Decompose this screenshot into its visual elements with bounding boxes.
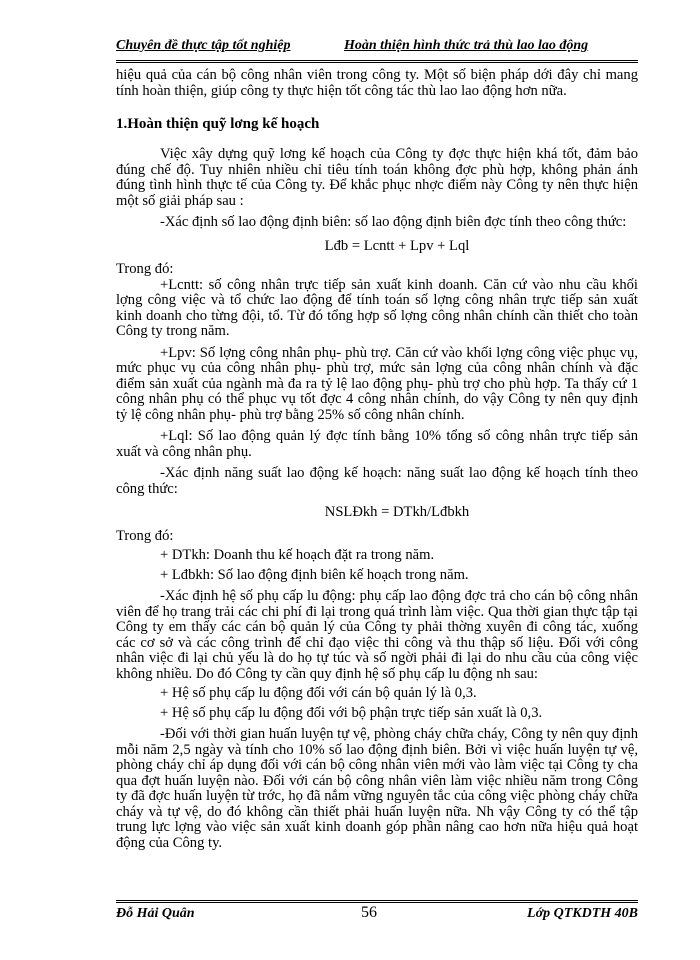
formula: Lđb = Lcntt + Lpv + Lql: [324, 237, 470, 254]
list-item: + Hệ số phụ cấp lu động đối với cán bộ quản lý là 0,3.: [160, 685, 477, 701]
list-item: + Lđbkh: Số lao động định biên kế hoạch trong năm.: [160, 566, 469, 583]
paragraph: -Xác định hệ số phụ cấp lu động: phụ cấp lao động đợc trả cho cán bộ công nhân viên để họ trang trải các chi phí đi lại trong quá trình làm việc. Qua thời gian thực tập tại Công ty em thấy các cán bộ quản lý của Công ty phải thờng xuyên đi công tác, xuống các cơ sở và các công trình để chỉ đạo việc thi công và thu thập số liệu. Đối với công nhân việc đi lại chủ yếu là do họ tự túc và số ngời phải đi lại do nhu cầu của công việc không nhiều. Do đó Công ty cần quy định hệ số phụ cấp lu động nh sau:: [116, 588, 638, 682]
paragraph: Việc xây dựng quỹ lơng kế hoạch của Công ty đợc thực hiện khá tốt, đảm bảo đúng chế độ. Tuy nhiên nhiều chỉ tiêu tính toán không đợc phù hợp, không phản ánh đúng tình hình thực tế của Công ty. Để khắc phục nhợc điểm này Công ty nên thực hiện một số giải pháp sau :: [116, 146, 638, 209]
page-number: 56: [361, 904, 377, 921]
footer-class: Lớp QTKDTH 40B: [527, 906, 638, 921]
paragraph: +Lcntt: số công nhân trực tiếp sản xuất kinh doanh. Căn cứ vào nhu cầu khối lợng công việc và tổ chức lao động để tính toán số lợng công nhân trực tiếp sản xuất kinh doanh cho từng đội, tổ. Từ đó tổng hợp số lợng công nhân chính cần thiết cho toàn Công ty trong năm.: [116, 276, 638, 339]
trong-do-label: Trong đó:: [116, 261, 174, 277]
section-heading: 1.Hoàn thiện quỹ lơng kế hoạch: [116, 116, 320, 132]
header-rule: [116, 60, 638, 63]
page-header: [116, 38, 638, 60]
trong-do-label: Trong đó:: [116, 527, 174, 544]
footer-author: Đỗ Hải Quân: [116, 906, 195, 921]
list-item: + DTkh: Doanh thu kế hoạch đặt ra trong năm.: [160, 547, 435, 563]
paragraph: +Lpv: Số lợng công nhân phụ- phù trợ. Căn cứ vào khối lợng công việc phục vụ, mức phục vụ của công nhân phụ- phù trợ, mức sản lợng của công nhân chính và đặc điểm sản xuất của ngành mà đa ra tỷ lệ lao động phụ- phù trợ cho phù hợp. Ta thấy cứ 1 công nhân phụ có thể phục vụ tốt đợc 4 công nhân chính, do vậy Công ty nên quy định tỷ lệ công nhân phụ- phù trợ bằng 25% số công nhân chính.: [116, 344, 638, 423]
header-title-left: Chuyên đề thực tập tốt nghiệp: [116, 38, 291, 53]
page-footer: [116, 906, 638, 930]
paragraph: +Lql: Số lao động quản lý đợc tính bằng 10% tổng số công nhân trực tiếp sản xuất và công nhân phụ.: [116, 428, 638, 460]
formula: NSLĐkh = DTkh/Lđbkh: [324, 504, 470, 520]
document-body: [116, 68, 638, 851]
intro-paragraph: hiệu quả của cán bộ công nhân viên trong công ty. Một số biện pháp dới đây chỉ mang tính hoàn thiện, giúp công ty thực hiện tốt công tác thù lao lao động hơn nữa.: [116, 67, 638, 99]
header-title-right: Hoàn thiện hình thức trả thù lao lao động: [344, 38, 589, 53]
paragraph: -Xác định năng suất lao động kế hoạch: năng suất lao động kế hoạch tính theo công thức:: [116, 465, 638, 497]
paragraph: -Xác định số lao động định biên: số lao động định biên đợc tính theo công thức:: [160, 214, 627, 230]
list-item: + Hệ số phụ cấp lu động đối với bộ phận trực tiếp sản xuất là 0,3.: [160, 704, 543, 721]
paragraph: -Đối với thời gian huấn luyện tự vệ, phòng cháy chữa cháy, Công ty nên quy định mỗi năm 2,5 ngày và tính cho 10% số lao động định biên. Bởi vì việc huấn luyện tự vệ, phòng cháy chỉ áp dụng đối với cán bộ công nhân viên mới vào làm việc tại Công ty cha qua đợt huấn luyện nào. Đối với cán bộ công nhân viên làm việc nhiều năm trong Công ty đã đợc huấn luyện từ trớc, họ đã nắm vững nguyên tắc của công việc phòng cháy chữa cháy và tự vệ, do đó không cần thiết phải huấn luyện nữa. Nh vậy Công ty có thể tập trung lực lợng vào việc sản xuất kinh doanh góp phần nâng cao hơn nữa hiệu quả hoạt động của Công ty.: [116, 726, 638, 851]
footer-rule: [116, 900, 638, 903]
